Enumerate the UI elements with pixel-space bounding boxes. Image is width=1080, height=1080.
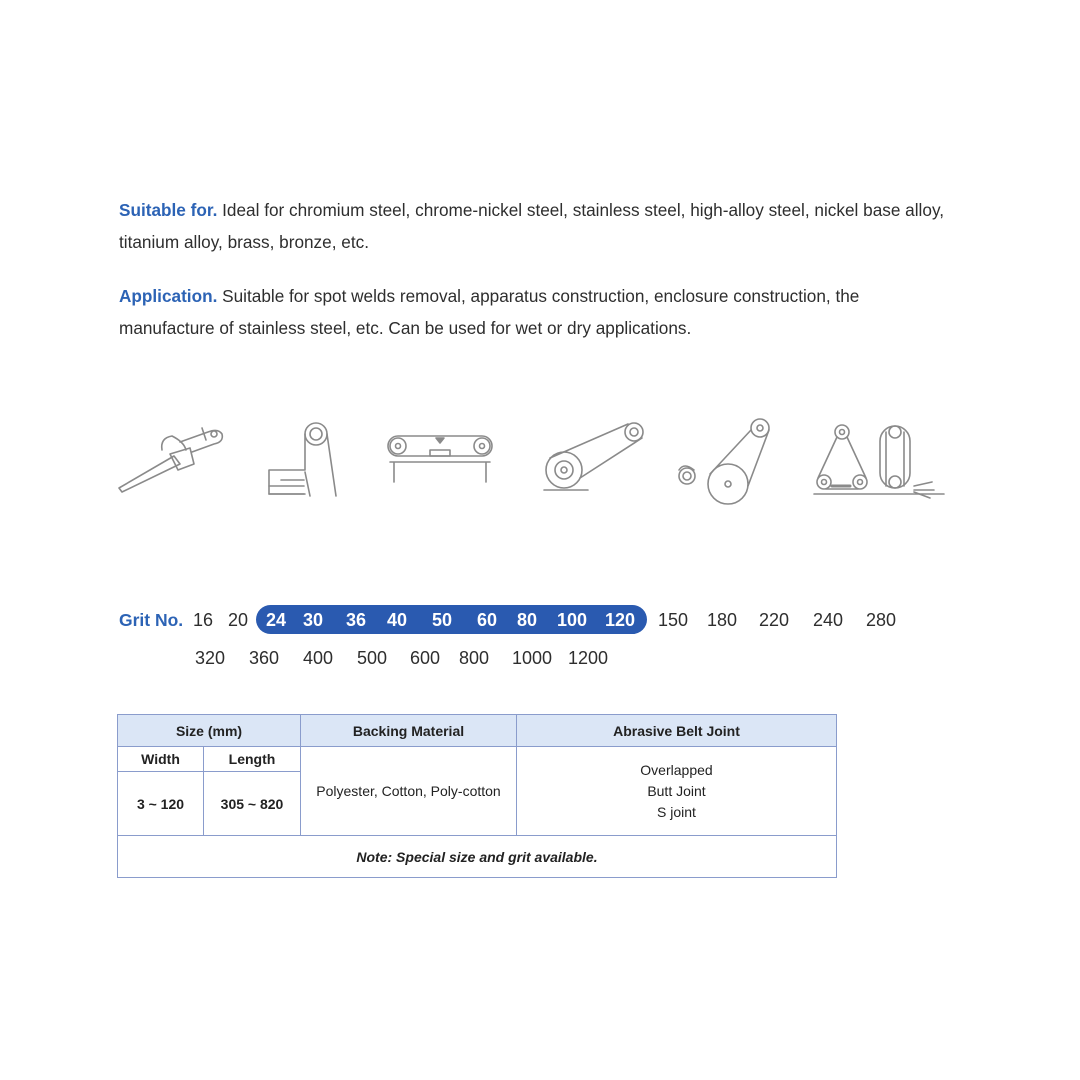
- width-value: 3 ~ 120: [118, 772, 204, 836]
- grit-value: 360: [248, 648, 280, 668]
- joint-cell: [517, 715, 837, 747]
- grit-value-highlighted: 100: [556, 610, 588, 630]
- length-header: Length: [204, 747, 301, 772]
- joint-butt: Butt Joint: [647, 782, 706, 799]
- grit-value: 280: [865, 610, 897, 630]
- pipe-belt-grinder-icon: [814, 425, 944, 498]
- backing-header: Backing Material: [352, 722, 465, 739]
- table-subheader-row: [118, 747, 837, 772]
- size-header: Size (mm): [118, 715, 301, 747]
- grit-value-highlighted: 80: [516, 610, 538, 630]
- suitable-for-text: Ideal for chromium steel, chrome-nickel steel, stainless steel, high-alloy steel, nickel base alloy, titanium alloy, brass, bronze, etc.: [119, 200, 945, 252]
- grit-value: 1000: [511, 648, 553, 668]
- suitable-for-label: Suitable for.: [119, 200, 218, 220]
- backstand-grinder-icon: [269, 423, 336, 496]
- grit-value: 220: [758, 610, 790, 630]
- suitable-for-paragraph: [119, 194, 959, 258]
- grit-value: 600: [409, 648, 441, 668]
- joint-header: Abrasive Belt Joint: [613, 722, 740, 739]
- grit-value: 16: [192, 610, 214, 630]
- length-value: 305 ~ 820: [204, 772, 301, 836]
- application-label: Application.: [119, 286, 218, 306]
- table-note: Note: Special size and grit available.: [118, 836, 837, 878]
- width-header: Width: [118, 747, 204, 772]
- backing-cell: [301, 747, 517, 836]
- table-header-row: [118, 715, 837, 747]
- grit-value: 800: [458, 648, 490, 668]
- joint-s: S joint: [657, 803, 696, 820]
- grit-value: 320: [194, 648, 226, 668]
- joint-cell: [517, 747, 837, 836]
- grit-label: Grit No.: [119, 610, 184, 630]
- grit-value-highlighted: 60: [476, 610, 498, 630]
- backing-value: Polyester, Cotton, Poly-cotton: [316, 783, 501, 799]
- wide-belt-sander-icon: [388, 436, 492, 482]
- grit-value: 400: [302, 648, 334, 668]
- table-note-row: [118, 836, 837, 878]
- grit-value-highlighted: 24: [265, 610, 287, 630]
- grit-value: 150: [657, 610, 689, 630]
- grit-value: 500: [356, 648, 388, 668]
- grit-value: 240: [812, 610, 844, 630]
- handheld-belt-sander-icon: [119, 428, 222, 492]
- inclined-belt-grinder-icon: [544, 423, 643, 490]
- grit-value-highlighted: 40: [386, 610, 408, 630]
- backing-cell: [301, 715, 517, 747]
- grit-value-highlighted: 50: [431, 610, 453, 630]
- application-paragraph: [119, 280, 959, 344]
- grit-value: 180: [706, 610, 738, 630]
- grit-value-highlighted: 30: [302, 610, 324, 630]
- joint-overlapped: Overlapped: [640, 761, 713, 778]
- application-text: Suitable for spot welds removal, apparatus construction, enclosure construction, the manufacture of stainless steel, etc. Can be used for wet or dry applications.: [119, 286, 860, 338]
- grit-value: 1200: [567, 648, 609, 668]
- machine-illustrations: [114, 412, 954, 512]
- specification-table: [117, 714, 837, 878]
- centerless-belt-grinder-icon: [679, 419, 769, 504]
- grit-value: 20: [227, 610, 249, 630]
- grit-value-highlighted: 36: [345, 610, 367, 630]
- grit-value-highlighted: 120: [604, 610, 636, 630]
